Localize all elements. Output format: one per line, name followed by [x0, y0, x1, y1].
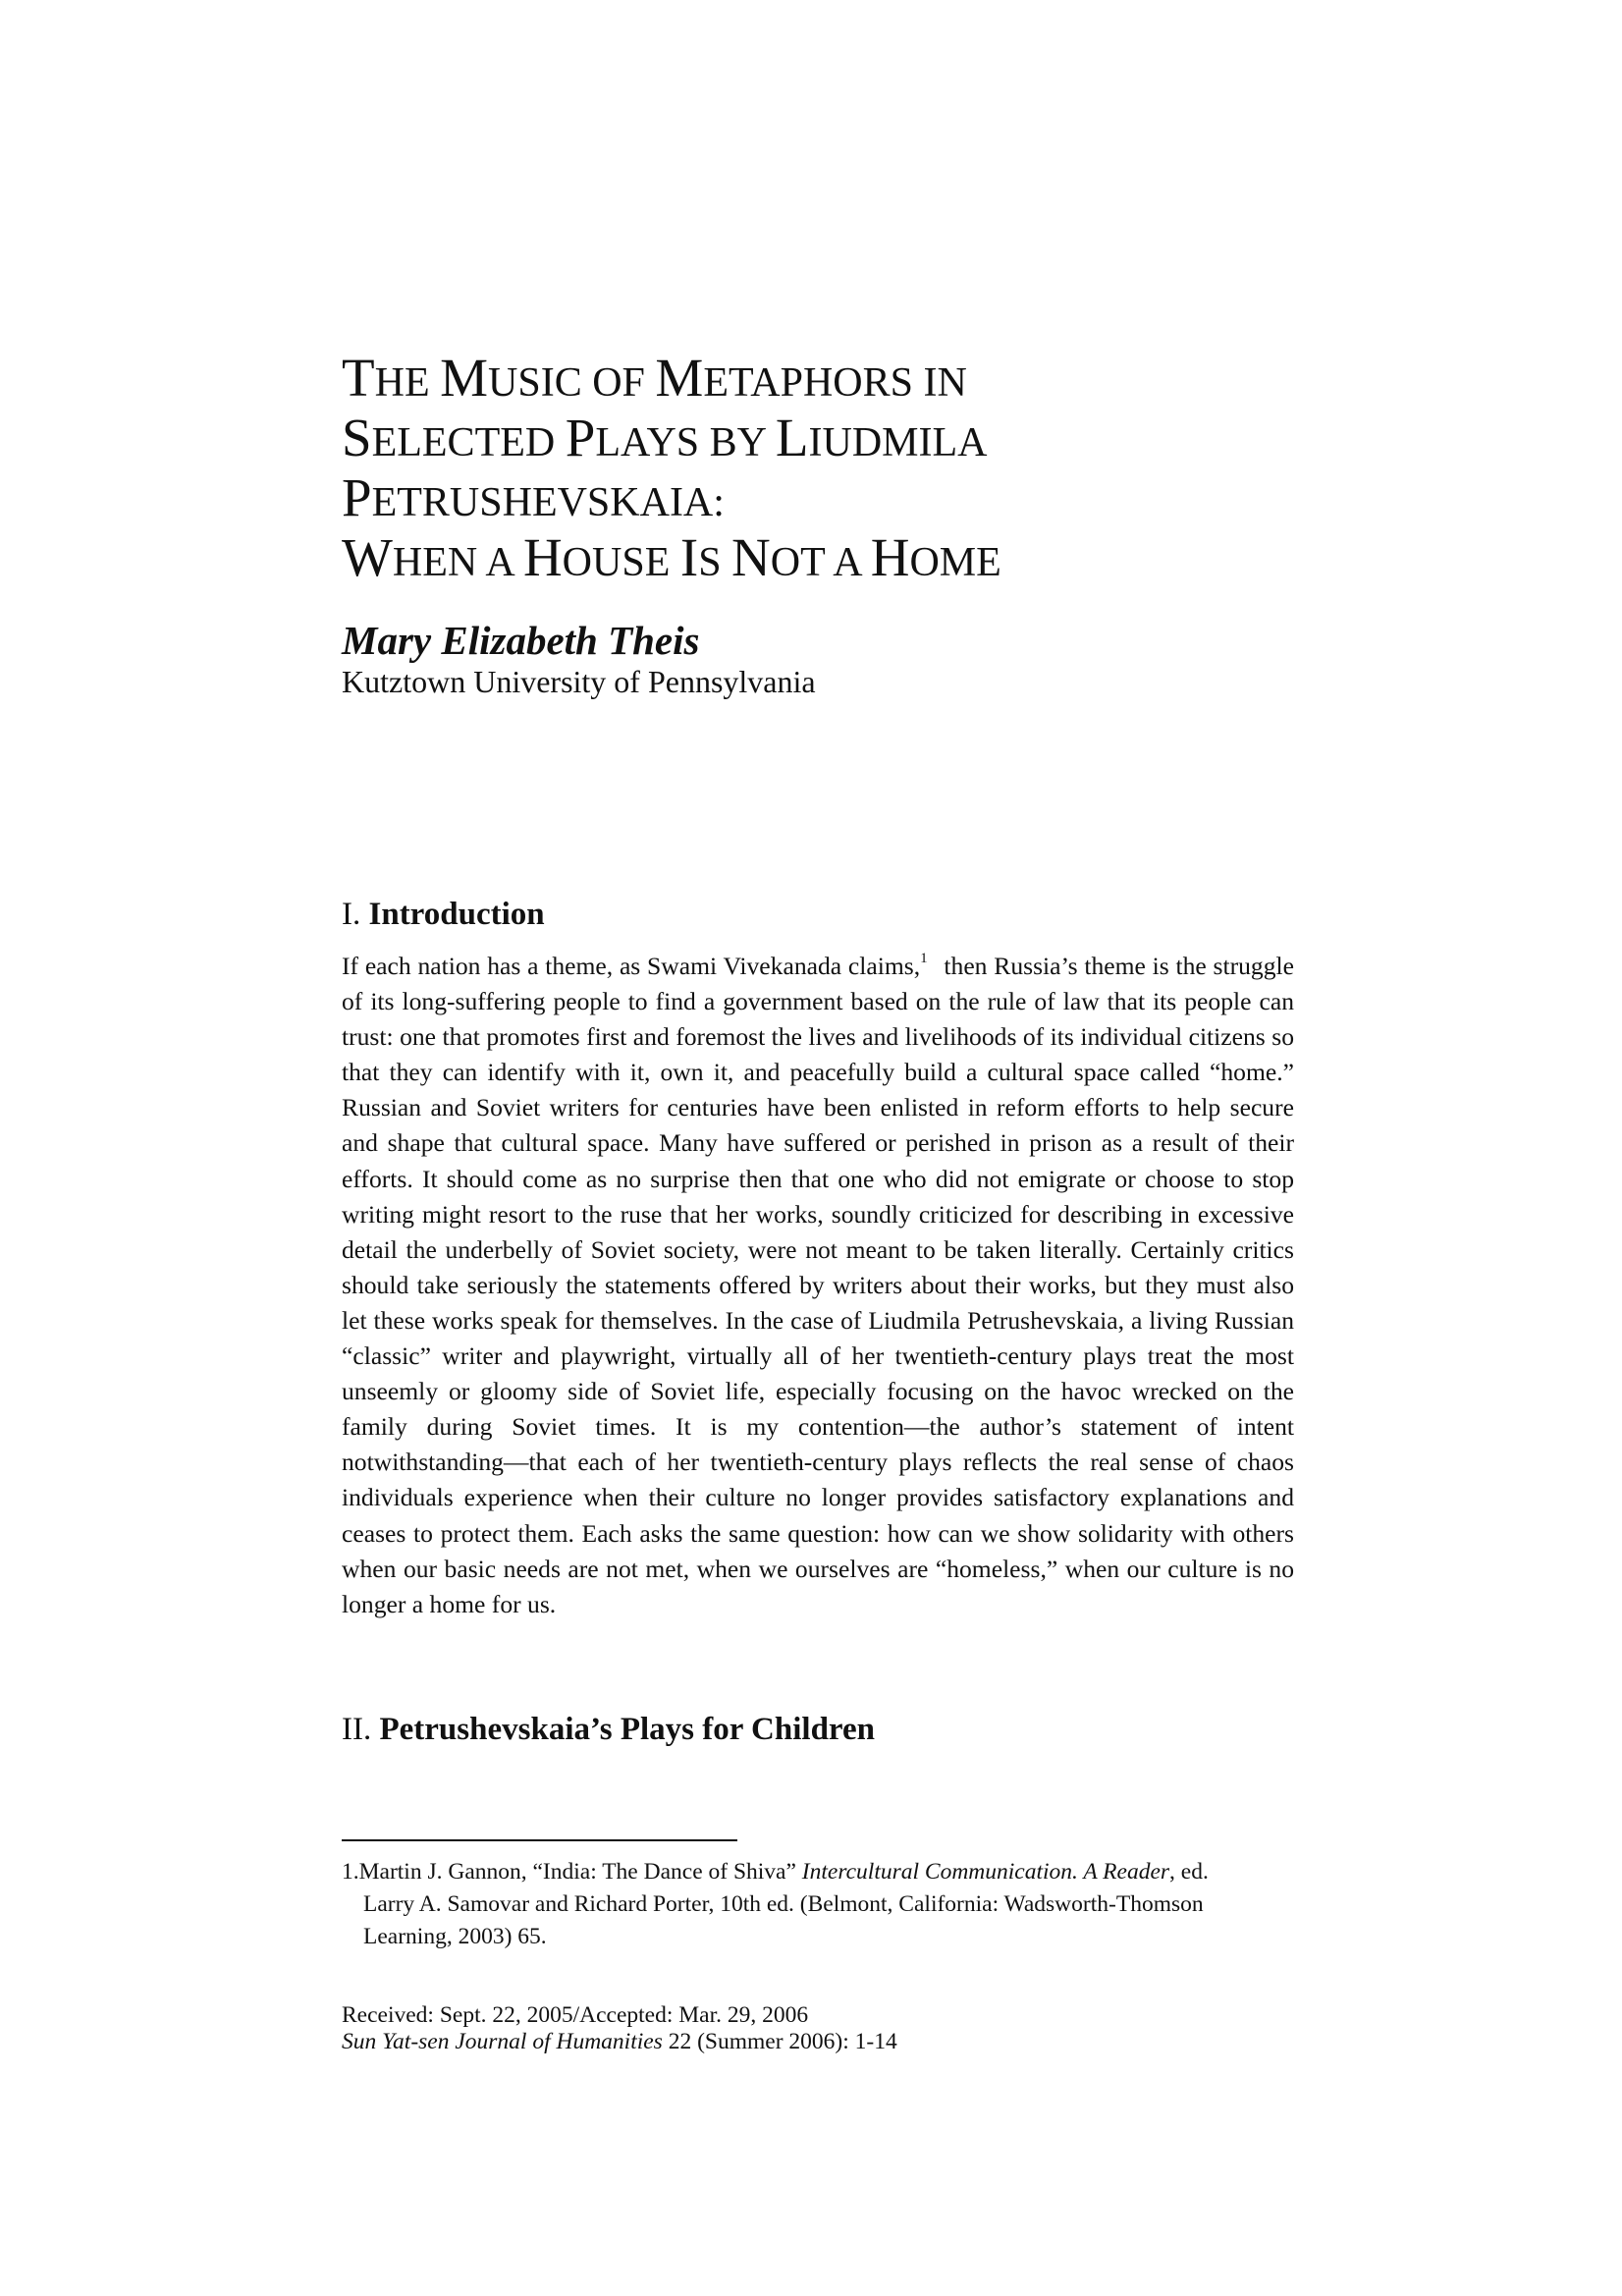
section-heading-plays-for-children [342, 1710, 875, 1749]
paper-title [342, 348, 1294, 590]
title-line-2: SELECTED PLAYS BY LIUDMILA [342, 408, 988, 467]
body-paragraph: If each nation has a theme, as Swami Vivekanada claims,$^1$ then Russia’s theme is the struggle of its long-suffering people to find a government based on the rule of law that its people can trust: one that promotes first and foremost the lives and livelihoods of its individual citizens so that they can identify with it, own it, and peacefully build a cultural space called “home.” Russian and Soviet writers for centuries have been enlisted in reform efforts to help secure and shape that cultural space. Many have suffered or perished in prison as a result of their efforts. It should come as no surprise then that one who did not emigrate or choose to stop writing might resort to the ruse that her works, soundly criticized for describing in excessive detail the underbelly of Soviet society, were not meant to be taken literally. Certainly critics should take seriously the statements offered by writers about their works, but they must also let these works speak for themselves. In the case of Liudmila Petrushevskaia, a living Russian “classic” writer and playwright, virtually all of her twentieth-century plays treat the most unseemly or gloomy side of Soviet life, especially focusing on the havoc wrecked on the family during Soviet times. It is my contention—the author’s statement of intent notwithstanding—that each of her twentieth-century plays reflects the real sense of chaos individuals experience when their culture no longer provides satisfactory explanations and ceases to protect them. Each asks the same question: how can we show solidarity with others when our basic needs are not met, when we ourselves are “homeless,” when our culture is no longer a home for us. [342, 951, 1294, 1618]
author-name: Mary Elizabeth Theis [342, 618, 700, 663]
footnote-divider [342, 1839, 737, 1841]
section-heading-introduction [342, 895, 545, 934]
journal-citation: Sun Yat-sen Journal of Humanities 22 (Summer 2006): 1-14 [342, 2029, 897, 2054]
section-number: II. [342, 1712, 372, 1747]
author-affiliation: Kutztown University of Pennsylvania [342, 664, 816, 699]
received-accepted-dates: Received: Sept. 22, 2005/Accepted: Mar. 29, 2006 [342, 2002, 809, 2028]
title-line-4: WHEN A HOUSE IS NOT A HOME [342, 527, 1001, 587]
title-line-1: THE MUSIC OF METAPHORS IN [342, 348, 967, 408]
title-line-3: PETRUSHEVSKAIA: [342, 467, 725, 527]
paper-page [342, 0, 1294, 2296]
footnote-reference[interactable]: 1 [920, 951, 928, 966]
section-title: Introduction [368, 897, 545, 932]
section-number: I. [342, 897, 361, 932]
section-title: Petrushevskaia’s Plays for Children [379, 1712, 875, 1747]
footnote: 1.Martin J. Gannon, “India: The Dance of Shiva” Intercultural Communication. A Reader, ed. Larry A. Samovar and Richard Porter, 10th ed. (Belmont, California: Wadsworth-Thomson Learning, 2003) 65. [342, 1859, 1209, 1949]
